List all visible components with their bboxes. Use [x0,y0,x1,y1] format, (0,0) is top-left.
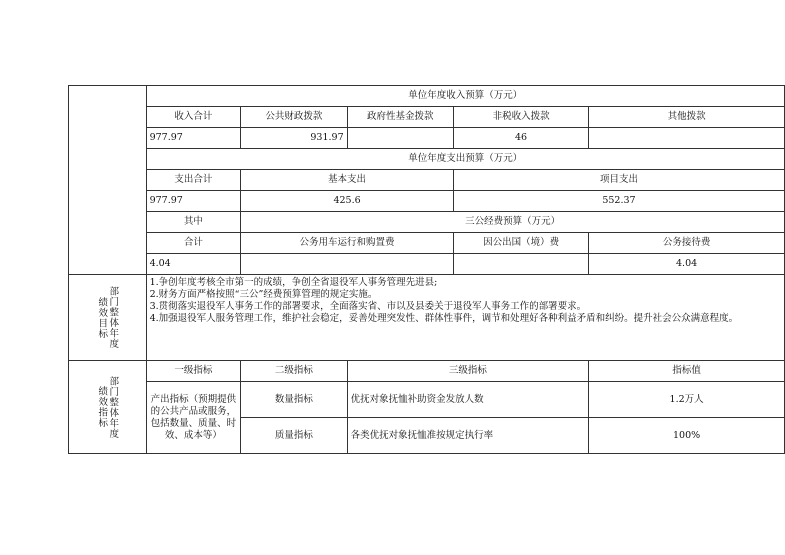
indicator-row1-value: 1.2万人 [589,382,785,418]
expense-value-total: 977.97 [146,191,241,212]
three-public-header-total: 合计 [146,233,241,254]
goal-item-3: 3.贯彻落实退役军人事务工作的部署要求，全面落实省、市以及县委关于退役军人事务工作的部署要求。 [149,301,587,312]
expense-header-basic: 基本支出 [241,170,454,191]
income-value-other [589,128,785,149]
expense-header-total: 支出合计 [146,170,241,191]
indicator-row2-level2: 质量指标 [241,418,347,454]
income-header-total: 收入合计 [146,107,241,128]
indicator-level1-output: 产出指标（预期提供的公共产品或服务，包括数量、质量、时效、成本等） [146,382,241,454]
three-public-header-abroad: 因公出国（境）费 [453,233,588,254]
income-value-public-finance: 931.97 [241,128,347,149]
income-header-non-tax: 非税收入拨款 [453,107,588,128]
goal-item-1: 1.争创年度考核全市第一的成绩，争创全省退役军人事务管理先进县; [149,277,438,288]
three-public-header-vehicle: 公务用车运行和购置费 [241,233,454,254]
goals-label [69,275,147,361]
top-left-blank-cell [69,86,147,275]
indicators-header-level2: 二级指标 [241,361,347,382]
indicators-label-text: 部门整体年度绩效指标 [96,375,119,439]
indicators-header-level3: 三级指标 [347,361,589,382]
indicator-row2-value: 100% [589,418,785,454]
three-public-value-abroad [453,254,588,275]
goals-content [146,275,784,361]
income-header-other: 其他拨款 [589,107,785,128]
indicators-label [69,361,147,454]
goal-item-2: 2.财务方面严格按照“三公”经费预算管理的规定实施。 [149,289,378,300]
budget-table [68,85,785,454]
three-public-value-total: 4.04 [146,254,241,275]
indicator-row1-level3: 优抚对象抚恤补助资金发放人数 [347,382,589,418]
expense-header-project: 项目支出 [453,170,784,191]
income-header-public-finance: 公共财政拨款 [241,107,347,128]
indicator-row2-level3: 各类优抚对象抚恤准按规定执行率 [347,418,589,454]
income-value-gov-fund [347,128,453,149]
income-value-total: 977.97 [146,128,241,149]
indicators-header-value: 指标值 [589,361,785,382]
three-public-title: 三公经费预算（万元） [241,212,785,233]
indicator-row1-level2: 数量指标 [241,382,347,418]
three-public-prefix: 其中 [146,212,241,233]
goals-label-text: 部门整体年度绩效目标 [96,286,119,349]
income-header-gov-fund: 政府性基金拨款 [347,107,453,128]
income-value-non-tax: 46 [453,128,588,149]
budget-table-sheet [68,85,785,454]
three-public-header-reception: 公务接待费 [589,233,785,254]
expense-title: 单位年度支出预算（万元） [146,149,784,170]
three-public-value-reception: 4.04 [589,254,785,275]
goal-item-4: 4.加强退役军人服务管理工作，维护社会稳定，妥善处理突发性、群体性事件，调节和处理好各种利益矛盾和纠纷。提升社会公众满意程度。 [149,313,739,324]
indicators-header-level1: 一级指标 [146,361,241,382]
expense-value-basic: 425.6 [241,191,454,212]
income-title: 单位年度收入预算（万元） [146,86,784,107]
three-public-value-vehicle [241,254,454,275]
expense-value-project: 552.37 [453,191,784,212]
